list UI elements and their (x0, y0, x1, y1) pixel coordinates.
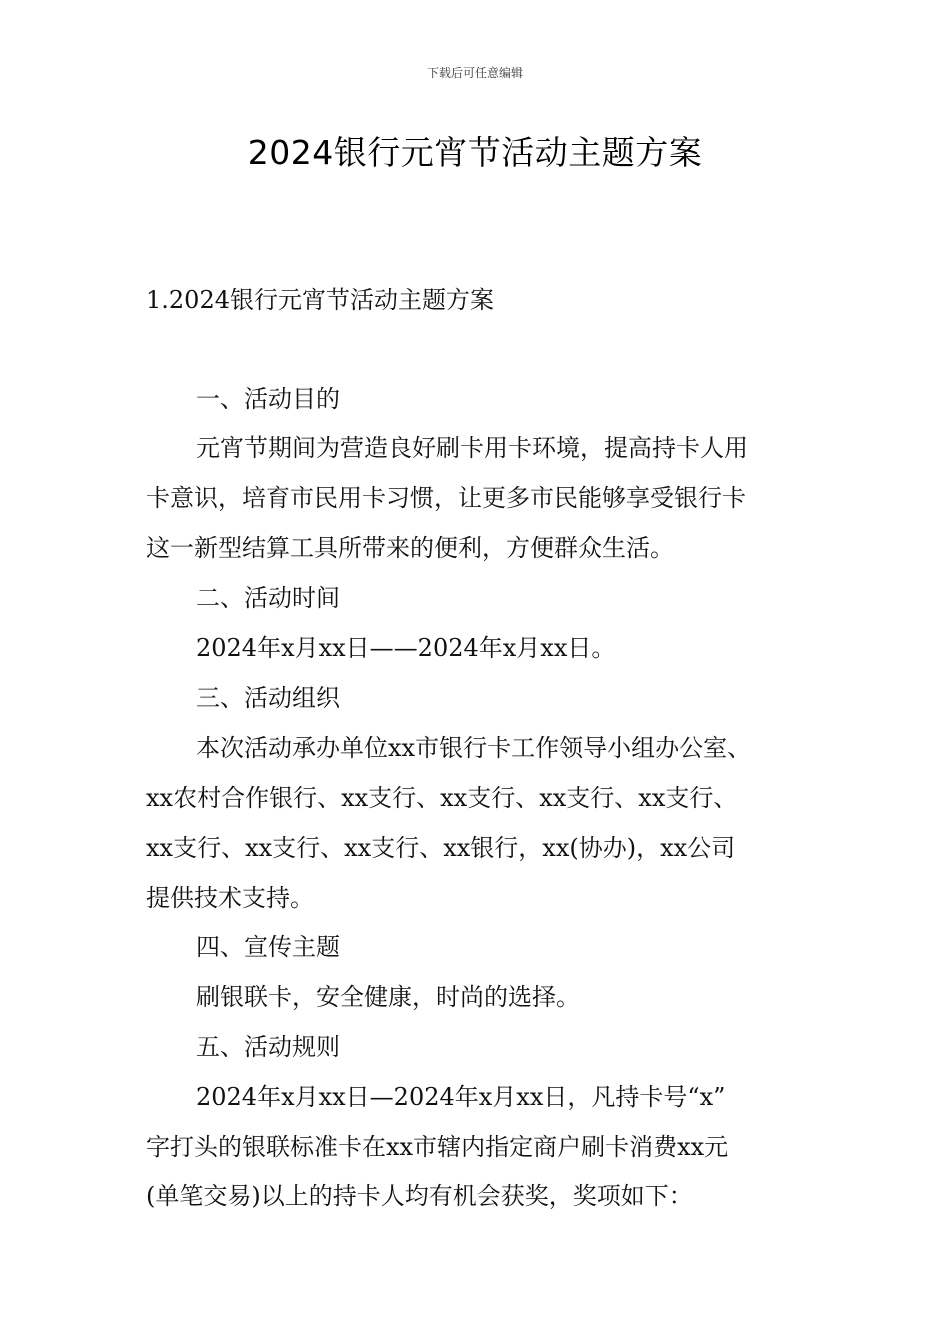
paragraph-line: 本次活动承办单位xx市银行卡工作领导小组办公室、 (196, 734, 752, 762)
heading-purpose: 一、活动目的 (196, 385, 340, 413)
paragraph-line: 提供技术支持。 (146, 884, 314, 912)
paragraph-line: (单笔交易)以上的持卡人均有机会获奖，奖项如下： (146, 1182, 693, 1210)
paragraph-line: 卡意识，培育市民用卡习惯，让更多市民能够享受银行卡 (146, 484, 746, 512)
paragraph-line: 这一新型结算工具所带来的便利，方便群众生活。 (146, 534, 674, 562)
header-note: 下载后可任意编辑 (426, 66, 523, 80)
heading-organization: 三、活动组织 (196, 684, 340, 712)
paragraph-line: 元宵节期间为营造良好刷卡用卡环境，提高持卡人用 (196, 434, 748, 462)
heading-time: 二、活动时间 (196, 584, 340, 612)
paragraph-line: 2024年x月xx日——2024年x月xx日。 (196, 634, 616, 662)
paragraph-line: 字打头的银联标准卡在xx市辖内指定商户刷卡消费xx元 (146, 1133, 729, 1161)
heading-theme: 四、宣传主题 (196, 933, 340, 961)
paragraph-line: xx农村合作银行、xx支行、xx支行、xx支行、xx支行、 (146, 784, 738, 812)
document-title: 2024银行元宵节活动主题方案 (247, 133, 703, 172)
paragraph-line: 2024年x月xx日—2024年x月xx日，凡持卡号“x” (196, 1083, 726, 1111)
paragraph-line: 刷银联卡，安全健康，时尚的选择。 (196, 983, 580, 1011)
heading-rules: 五、活动规则 (196, 1033, 340, 1061)
paragraph-line: xx支行、xx支行、xx支行、xx银行，xx(协办)，xx公司 (146, 834, 736, 862)
section-heading-1: 1.2024银行元宵节活动主题方案 (146, 286, 494, 314)
